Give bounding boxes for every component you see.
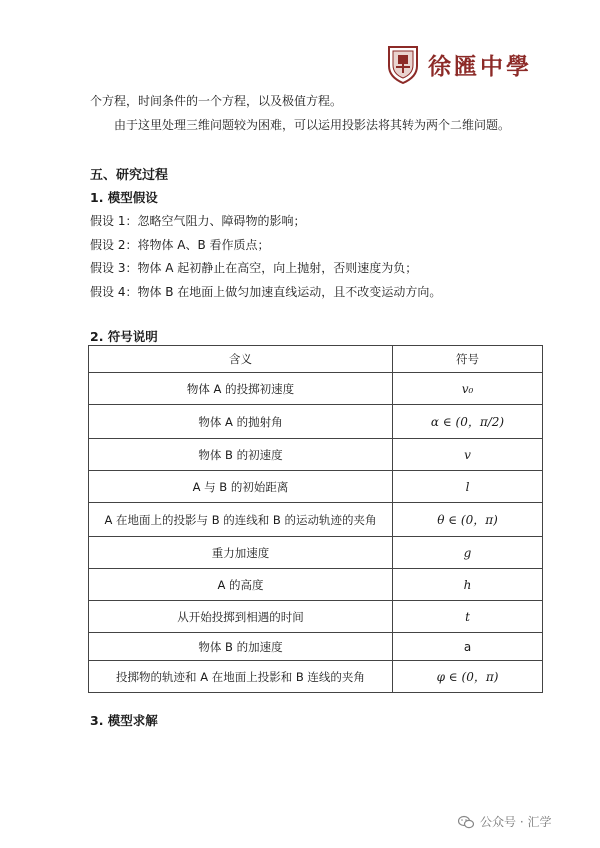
cell-symbol: θ ∈ (0，π) xyxy=(393,503,543,537)
subsection-title-symbols: 2. 符号说明 xyxy=(90,329,158,344)
cell-meaning: 投掷物的轨迹和 A 在地面上投影和 B 连线的夹角 xyxy=(89,661,393,693)
table-row xyxy=(89,405,543,439)
symbol-table xyxy=(88,345,543,693)
table-row xyxy=(89,633,543,661)
table-row xyxy=(89,471,543,503)
cell-symbol: g xyxy=(393,537,543,569)
table-row xyxy=(89,373,543,405)
cell-meaning: A 的高度 xyxy=(89,569,393,601)
cell-meaning: 物体 B 的加速度 xyxy=(89,633,393,661)
assumption-item: 假设 2：将物体 A、B 看作质点； xyxy=(90,238,270,252)
cell-symbol: h xyxy=(393,569,543,601)
table-row xyxy=(89,503,543,537)
assumption-item: 假设 1：忽略空气阻力、障碍物的影响； xyxy=(90,214,306,228)
cell-symbol: α ∈ (0，π/2) xyxy=(393,405,543,439)
header-meaning: 含义 xyxy=(89,346,393,373)
assumption-item: 假设 3：物体 A 起初静止在高空，向上抛射，否则速度为负； xyxy=(90,261,418,275)
cell-symbol: v xyxy=(393,439,543,471)
cell-meaning: 物体 A 的投掷初速度 xyxy=(89,373,393,405)
watermark xyxy=(458,813,551,830)
table-row xyxy=(89,439,543,471)
intro-line-1: 个方程，时间条件的一个方程，以及极值方程。 xyxy=(90,94,343,108)
cell-meaning: A 与 B 的初始距离 xyxy=(89,471,393,503)
wechat-icon xyxy=(458,815,474,829)
cell-meaning: 重力加速度 xyxy=(89,537,393,569)
intro-line-2: 由于这里处理三维问题较为困难，可以运用投影法将其转为两个二维问题。 xyxy=(114,118,511,132)
school-logo xyxy=(386,44,532,84)
cell-symbol: φ ∈ (0，π) xyxy=(393,661,543,693)
table-row xyxy=(89,537,543,569)
cell-symbol: l xyxy=(393,471,543,503)
section-title: 五、研究过程 xyxy=(90,168,169,183)
subsection-title-solution: 3. 模型求解 xyxy=(90,713,158,728)
cell-meaning: 物体 A 的抛射角 xyxy=(89,405,393,439)
watermark-text: 公众号 · 汇学 xyxy=(480,815,552,829)
cell-meaning: 从开始投掷到相遇的时间 xyxy=(89,601,393,633)
header-symbol: 符号 xyxy=(393,346,543,373)
table-row xyxy=(89,601,543,633)
table-row xyxy=(89,661,543,693)
school-crest-icon xyxy=(386,44,420,84)
cell-symbol: a xyxy=(393,633,543,661)
assumption-item: 假设 4：物体 B 在地面上做匀加速直线运动，且不改变运动方向。 xyxy=(90,285,442,299)
table-header-row xyxy=(89,346,543,373)
subsection-title-assumptions: 1. 模型假设 xyxy=(90,190,158,205)
school-name: 徐匯中學 xyxy=(428,52,532,80)
cell-symbol: t xyxy=(393,601,543,633)
cell-meaning: A 在地面上的投影与 B 的连线和 B 的运动轨迹的夹角 xyxy=(89,503,393,537)
cell-meaning: 物体 B 的初速度 xyxy=(89,439,393,471)
table-row xyxy=(89,569,543,601)
cell-symbol: v₀ xyxy=(393,373,543,405)
